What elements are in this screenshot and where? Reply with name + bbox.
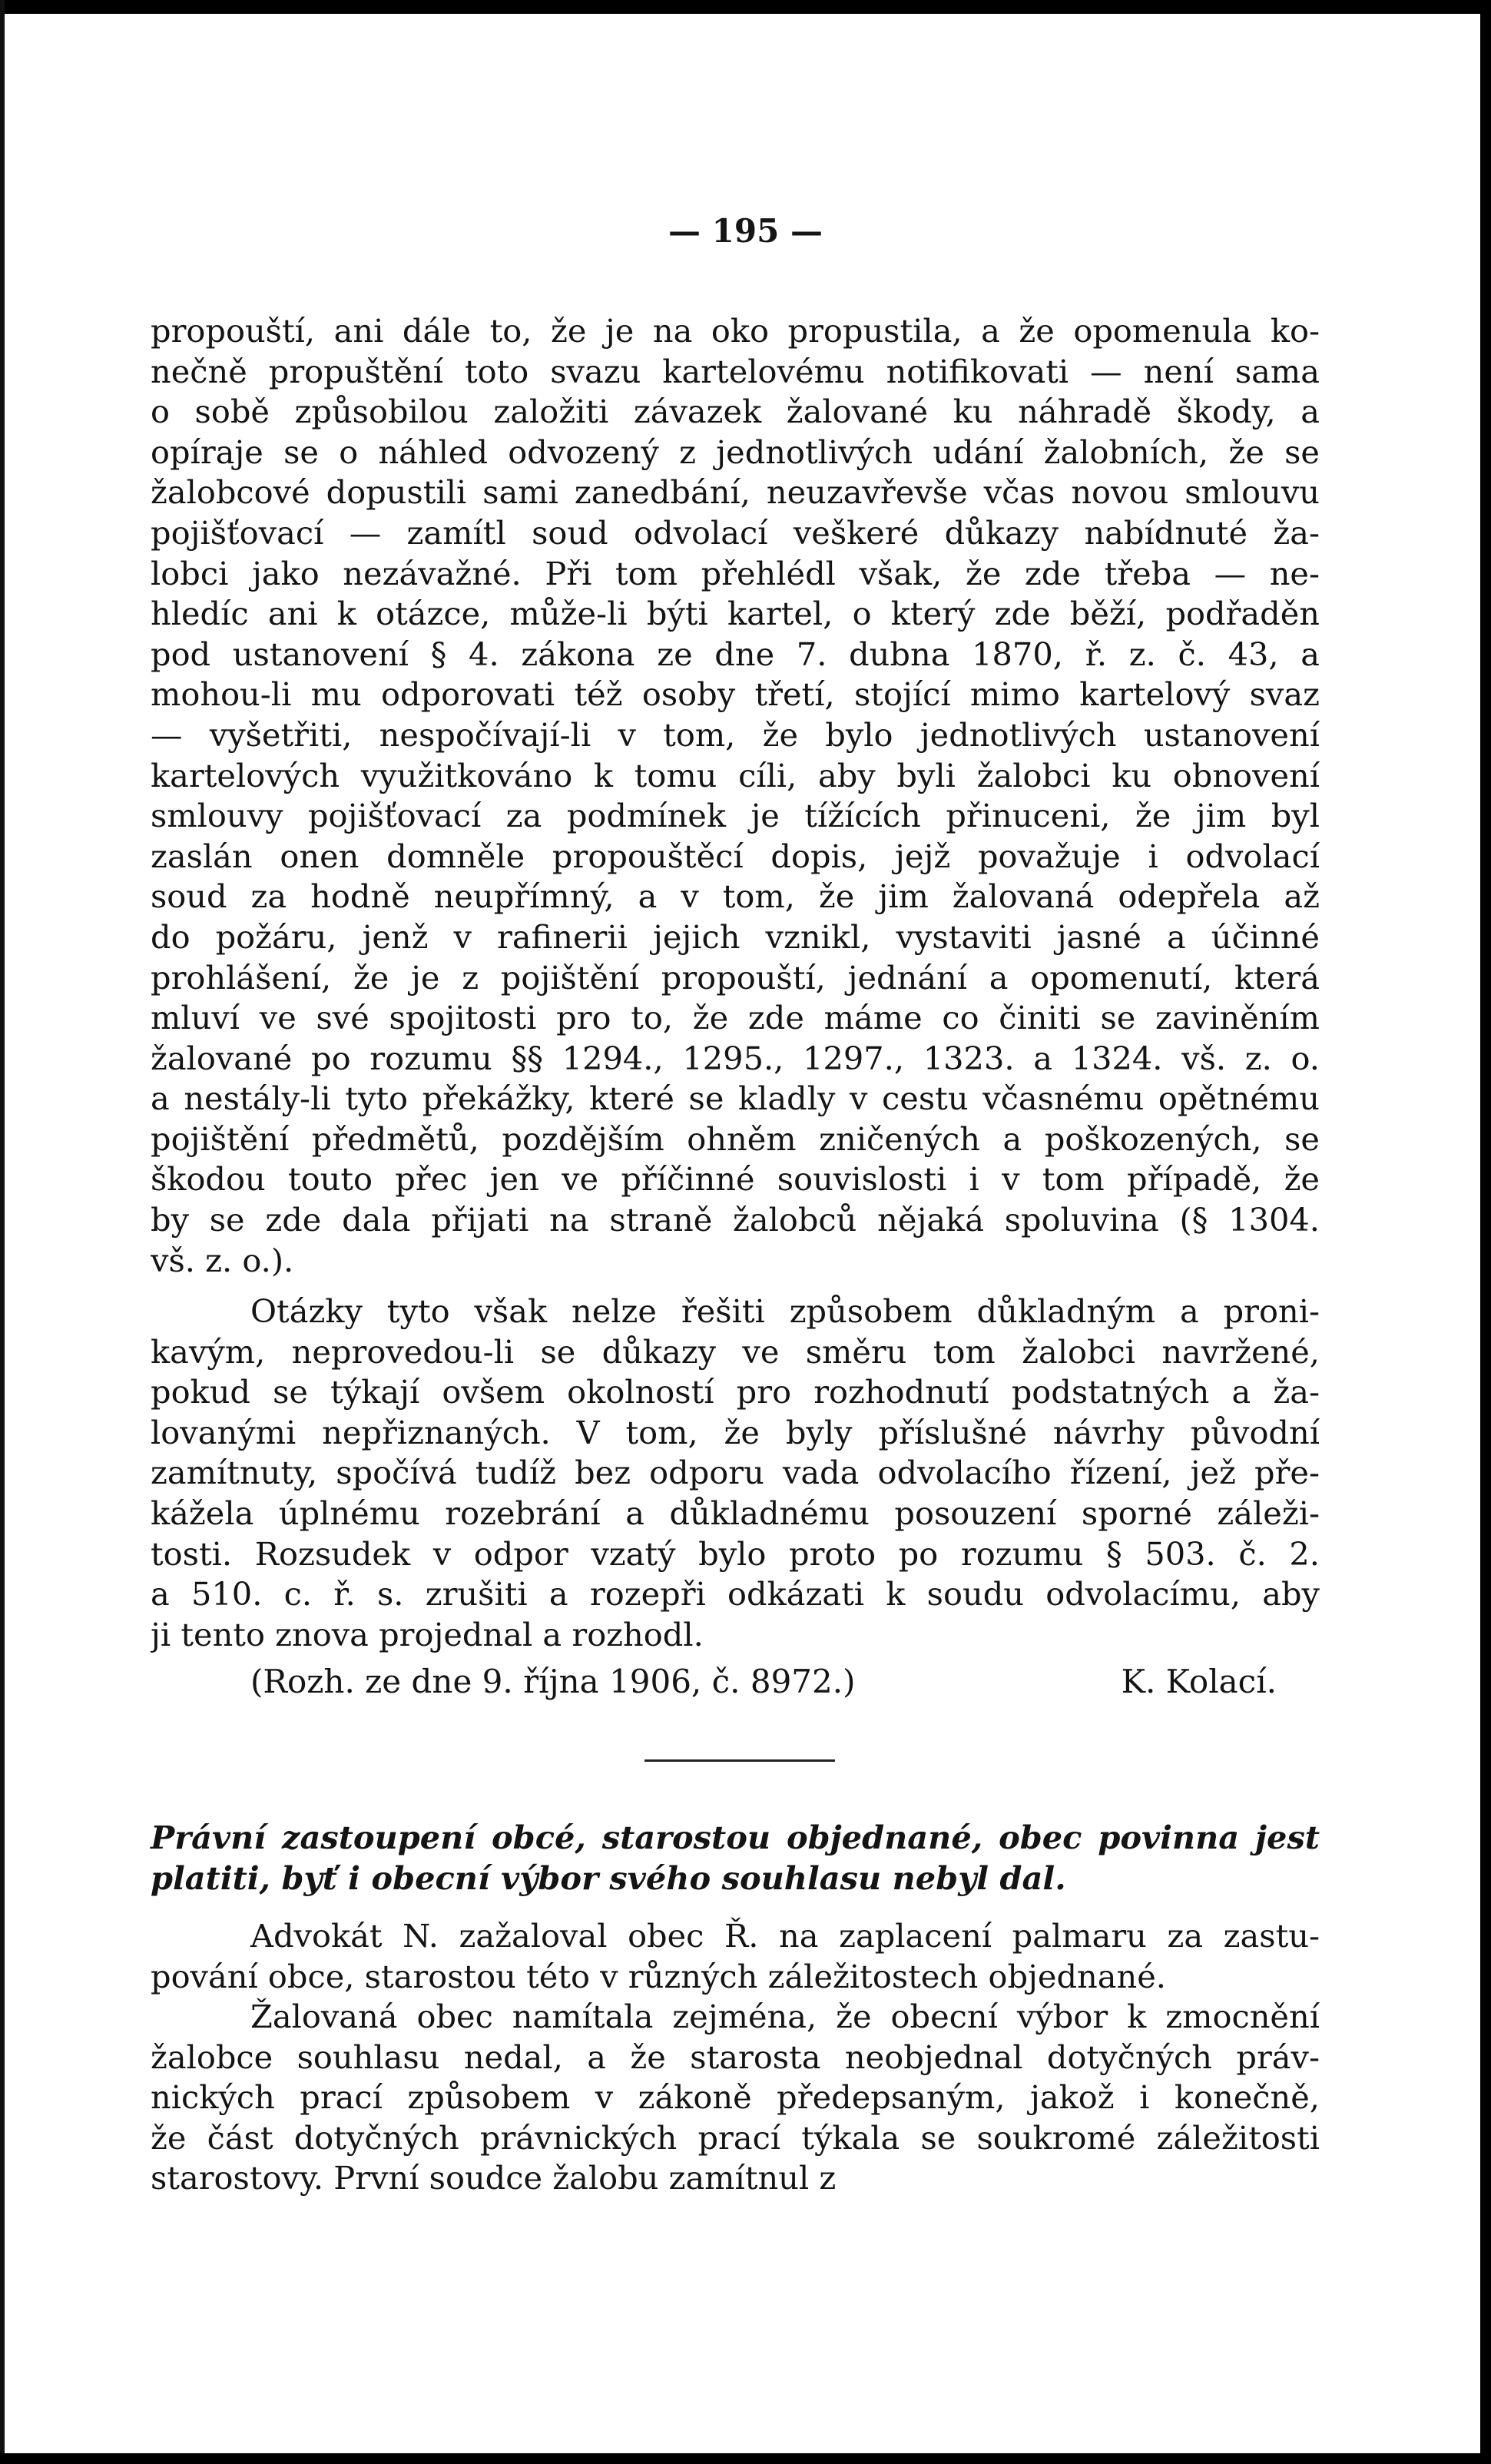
text-line: kážela úplnému rozebrání a důkladnému posouzení sporné záleži-	[151, 1494, 1320, 1532]
text-line: hledíc ani k otázce, může-li býti kartel, o který zde běží, podřaděn	[151, 595, 1320, 633]
text-line: Žalovaná obec namítala zejména, že obecní výbor k zmocnění	[250, 1998, 1320, 2035]
text-line: žalobce souhlasu nedal, a že starosta neobjednal dotyčných práv-	[151, 2038, 1320, 2076]
text-line: a nestály-li tyto překážky, které se kladly v cestu včasnému opětnému	[151, 1079, 1320, 1118]
heading-line: Právní zastoupení obcé, starostou objednané, obec povinna jest	[151, 1819, 1320, 1856]
text-line: Otázky tyto však nelze řešiti způsobem důkladným a proni-	[250, 1292, 1320, 1330]
text-line: vš. z. o.).	[151, 1241, 294, 1279]
text-line: lovanými nepřiznaných. V tom, že byly příslušné návrhy původní	[151, 1413, 1320, 1451]
text-line: soud za hodně neupřímný, a v tom, že jim žalovaná odepřela až	[151, 877, 1320, 916]
text-line: prohlášení, že je z pojištění propouští, jednání a opomenutí, která	[151, 958, 1320, 997]
paragraph-defense	[151, 1997, 1320, 2199]
heading-line: platiti, byť i obecní výbor svého souhlasu nebyl dal.	[151, 1859, 1066, 1897]
scan-border-left	[0, 0, 5, 2464]
text-line: by se zde dala přijati na straně žalobců nějaká spoluvina (§ 1304.	[151, 1201, 1320, 1239]
text-line: kavým, neprovedou-li se důkazy ve směru tom žalobci navržené,	[151, 1332, 1320, 1371]
text-line: Advokát N. zažaloval obec Ř. na zaplacení palmaru za zastu-	[250, 1917, 1320, 1955]
text-line: do požáru, jenž v rafinerii jejich vznikl, vystaviti jasné a účinné	[151, 917, 1320, 956]
text-line: nických prací způsobem v zákoně předepsaným, jakož i konečně,	[151, 2078, 1320, 2117]
scan-border-right	[1480, 0, 1491, 2464]
text-line: propouští, ani dále to, že je na oko propustila, a že opomenula ko-	[151, 312, 1320, 350]
decision-citation-row	[250, 1663, 1277, 1700]
text-line: mluví ve své spojitosti pro to, že zde máme co činiti se zaviněním	[151, 999, 1320, 1037]
text-line: a 510. c. ř. s. zrušiti a rozepři odkázati k soudu odvolacímu, aby	[151, 1575, 1320, 1613]
scan-border-bottom	[0, 2453, 1491, 2464]
text-line: opíraje se o náhled odvozený z jednotlivých udání žalobních, že se	[151, 433, 1320, 471]
paragraph-conclusion	[151, 1292, 1320, 1655]
section-divider	[644, 1759, 835, 1762]
text-line: pování obce, starostou této v různých záležitostech objednané.	[151, 1957, 1167, 1995]
text-line: mohou-li mu odporovati též osoby třetí, stojící mimo kartelový svaz	[151, 675, 1320, 714]
scan-border-top	[0, 0, 1491, 14]
author-signature: K. Kolací.	[1121, 1663, 1277, 1700]
text-line: lobci jako nezávažné. Při tom přehlédl však, že zde třeba — ne-	[151, 554, 1320, 592]
decision-citation: (Rozh. ze dne 9. října 1906, č. 8972.)	[250, 1663, 856, 1700]
text-line: — vyšetřiti, nespočívají-li v tom, že bylo jednotlivých ustanovení	[151, 715, 1320, 754]
page-number: — 195 —	[668, 212, 823, 250]
case-heading	[151, 1818, 1320, 1899]
text-line: pojišťovací — zamítl soud odvolací veškeré důkazy nabídnuté ža-	[151, 513, 1320, 552]
text-line: žalované po rozumu §§ 1294., 1295., 1297., 1323. a 1324. vš. z. o.	[151, 1039, 1320, 1077]
text-line: tosti. Rozsudek v odpor vzatý bylo proto po rozumu § 503. č. 2.	[151, 1534, 1320, 1573]
text-line: pokud se týkají ovšem okolností pro rozhodnutí podstatných a ža-	[151, 1373, 1320, 1411]
text-line: pod ustanovení § 4. zákona ze dne 7. dubna 1870, ř. z. č. 43, a	[151, 635, 1320, 673]
paragraph-claim	[151, 1916, 1320, 1997]
paragraph-continuation	[151, 311, 1320, 1281]
text-line: smlouvy pojišťovací za podmínek je tížících přinuceni, že jim byl	[151, 797, 1320, 835]
text-line: zamítnuty, spočívá tudíž bez odporu vada odvolacího řízení, jež pře-	[151, 1454, 1320, 1492]
text-line: kartelových využitkováno k tomu cíli, aby byli žalobci ku obnovení	[151, 756, 1320, 794]
text-line: ji tento znova projednal a rozhodl.	[151, 1615, 704, 1653]
text-line: nečně propuštění toto svazu kartelovému notifikovati — není sama	[151, 352, 1320, 390]
text-line: zaslán onen domněle propouštěcí dopis, jejž považuje i odvolací	[151, 837, 1320, 875]
text-line: že část dotyčných právnických prací týkala se soukromé záležitosti	[151, 2118, 1320, 2157]
text-line: pojištění předmětů, pozdějším ohněm zničených a poškozených, se	[151, 1119, 1320, 1158]
text-line: škodou touto přec jen ve příčinné souvislosti i v tom případě, že	[151, 1160, 1320, 1199]
text-line: o sobě způsobilou založiti závazek žalované ku náhradě škody, a	[151, 393, 1320, 431]
text-line: starostovy. První soudce žalobu zamítnul z	[151, 2159, 837, 2197]
text-line: žalobcové dopustili sami zanedbání, neuzavřevše včas novou smlouvu	[151, 473, 1320, 512]
